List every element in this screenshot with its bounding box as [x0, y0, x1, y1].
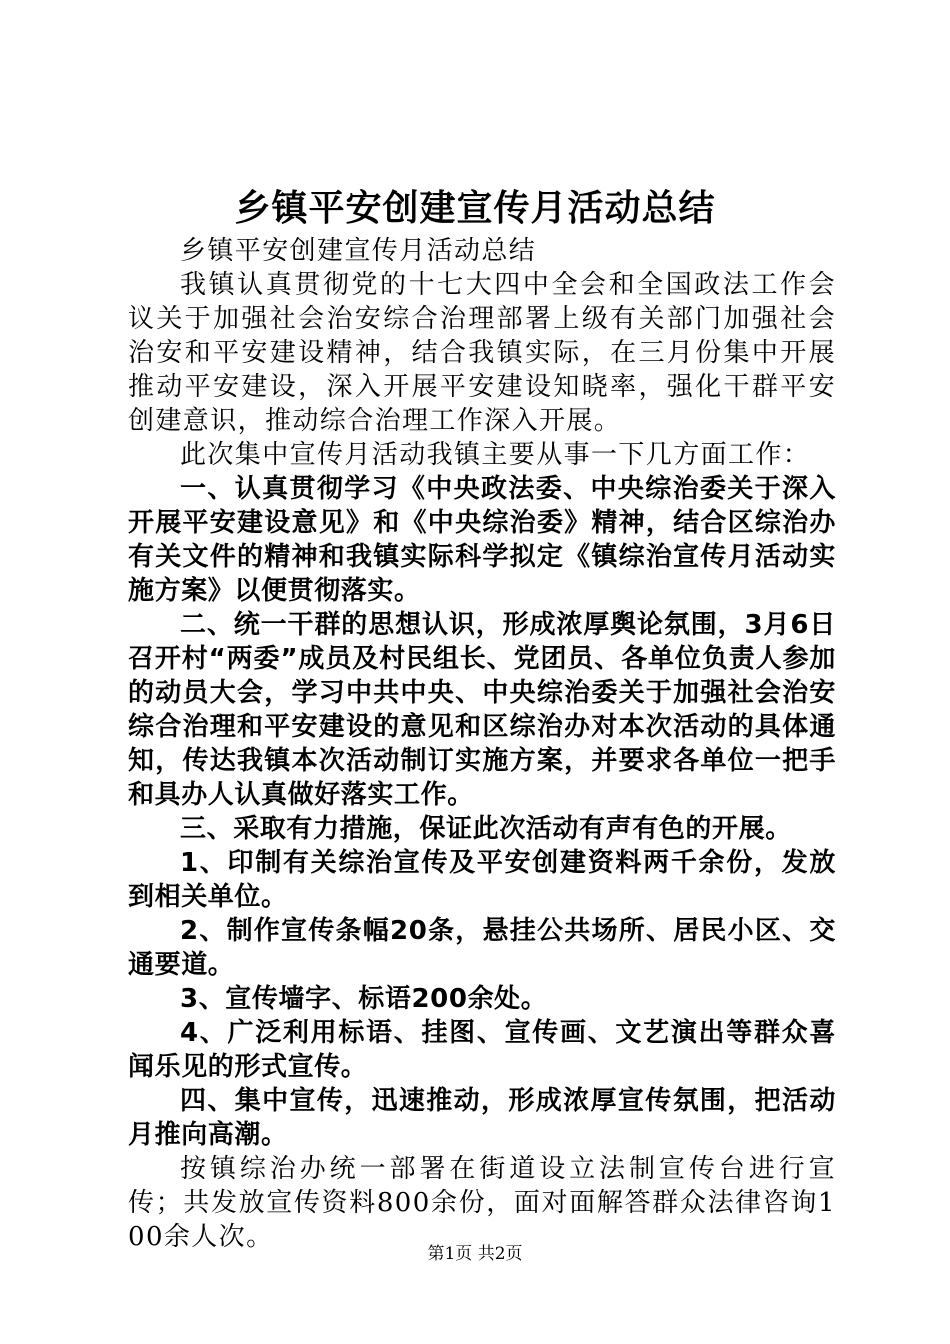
section-one-paragraph: 一、认真贯彻学习《中央政法委、中央综治委关于深入开展平安建设意见》和《中央综治委》精神，结合区综治办有关文件的精神和我镇实际科学拟定《镇综治宣传月活动实施方案》以便贯彻落实。 [128, 474, 836, 606]
subtitle-paragraph: 乡镇平安创建宣传月活动总结 [180, 236, 537, 266]
section-four-heading: 四、集中宣传，迅速推动，形成浓厚宣传氛围，把活动月推向高潮。 [128, 1086, 836, 1150]
document-title: 乡镇平安创建宣传月活动总结 [234, 187, 716, 229]
list-item: 4、广泛利用标语、挂图、宣传画、文艺演出等群众喜闻乐见的形式宣传。 [128, 1018, 836, 1082]
section-three-heading: 三、采取有力措施，保证此次活动有声有色的开展。 [180, 814, 792, 844]
section-two-paragraph: 二、统一干群的思想认识，形成浓厚舆论氛围，3月6日召开村“两委”成员及村民组长、党团员、各单位负责人参加的动员大会，学习中共中央、中央综治委关于加强社会治安综合治理和平安建设的意见和区综治办对本次活动的具体通知，传达我镇本次活动制订实施方案，并要求各单位一把手和具办人认真做好落实工作。 [128, 610, 836, 810]
list-item: 1、印制有关综治宣传及平安创建资料两千余份，发放到相关单位。 [128, 848, 836, 912]
intro-paragraph: 我镇认真贯彻党的十七大四中全会和全国政法工作会议关于加强社会治安综合治理部署上级有关部门加强社会治安和平安建设精神，结合我镇实际，在三月份集中开展推动平安建设，深入开展平安建设知晓率，强化干群平安创建意识，推动综合治理工作深入开展。 [128, 270, 836, 436]
overview-paragraph: 此次集中宣传月活动我镇主要从事一下几方面工作： [180, 440, 811, 470]
document-body [128, 234, 836, 1254]
page-number-footer: 第1页 共2页 [427, 1244, 523, 1264]
list-item: 3、宣传墙字、标语200余处。 [180, 984, 548, 1014]
list-item: 2、制作宣传条幅20条，悬挂公共场所、居民小区、交通要道。 [128, 916, 836, 980]
closing-paragraph: 按镇综治办统一部署在街道设立法制宣传台进行宣传；共发放宣传资料800余份，面对面解答群众法律咨询100余人次。 [128, 1154, 836, 1252]
